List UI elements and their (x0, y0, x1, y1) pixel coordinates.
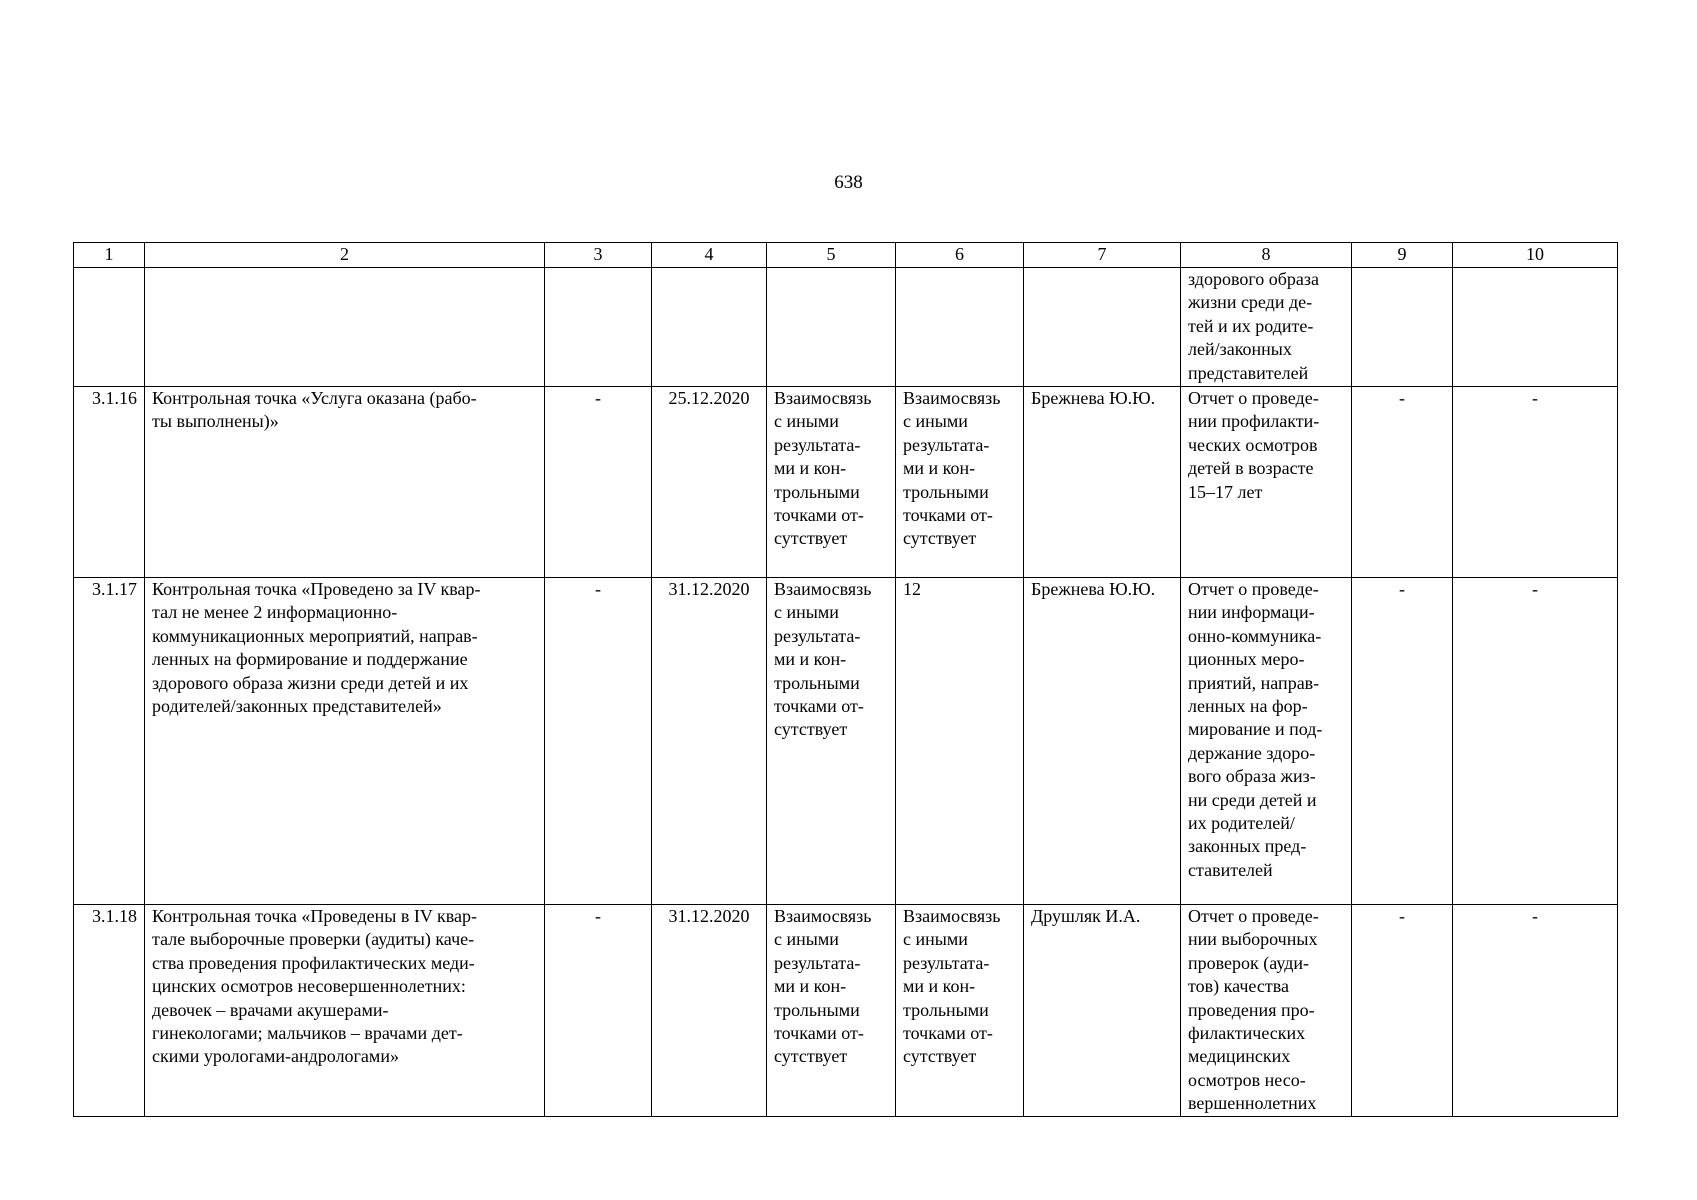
table-row (74, 578, 1618, 905)
col5-text: Взаимосвязь с иными результата- ми и кон- трольными точками от- сутствует (774, 388, 872, 549)
column-header: 1 (74, 243, 145, 268)
page-number: 638 (834, 172, 863, 193)
col6-cell (896, 387, 1024, 578)
responsible-cell: Брежнева Ю.Ю. (1024, 387, 1181, 578)
table-cell (767, 268, 896, 387)
control-points-table (73, 242, 1618, 1117)
column-header: 8 (1181, 243, 1352, 268)
col3-cell: - (545, 905, 652, 1117)
document-cell (1181, 387, 1352, 578)
col6-text: 12 (903, 579, 921, 599)
col9-cell: - (1352, 905, 1453, 1117)
col6-cell (896, 578, 1024, 905)
col3-cell: - (545, 387, 652, 578)
column-header: 2 (145, 243, 545, 268)
table-cell (1181, 268, 1352, 387)
responsible-cell: Брежнева Ю.Ю. (1024, 578, 1181, 905)
column-header: 4 (652, 243, 767, 268)
table-cell (1352, 268, 1453, 387)
table-cell (545, 268, 652, 387)
table-cell (74, 268, 145, 387)
col5-cell (767, 387, 896, 578)
col3-cell: - (545, 578, 652, 905)
row-number-cell: 3.1.18 (74, 905, 145, 1117)
responsible-cell: Друшляк И.А. (1024, 905, 1181, 1117)
document-cell (1181, 578, 1352, 905)
column-header: 3 (545, 243, 652, 268)
column-header: 6 (896, 243, 1024, 268)
col10-cell: - (1453, 578, 1618, 905)
col10-cell: - (1453, 387, 1618, 578)
document-cell (1181, 905, 1352, 1117)
table-header-row (74, 243, 1618, 268)
date-cell: 25.12.2020 (652, 387, 767, 578)
table-cell (652, 268, 767, 387)
name-text: Контрольная точка «Проведены в IV квар- тале выборочные проверки (аудиты) каче- ства проведения профилактических меди- цинских осмотров несовершеннолетних: девочек – врачами акушерами- гинекологами; мальчиков – врачами дет- скими урологами-андрологами» (152, 906, 478, 1067)
column-header: 9 (1352, 243, 1453, 268)
row-number-cell: 3.1.16 (74, 387, 145, 578)
table-cell (145, 268, 545, 387)
col6-text: Взаимосвязь с иными результата- ми и кон- трольными точками от- сутствует (903, 388, 1001, 549)
table-cell (1453, 268, 1618, 387)
document-text: Отчет о проведе- нии профилакти- ческих осмотров детей в возрасте 15–17 лет (1188, 388, 1320, 502)
col9-cell: - (1352, 578, 1453, 905)
date-cell: 31.12.2020 (652, 905, 767, 1117)
col5-cell (767, 578, 896, 905)
table-cell (1024, 268, 1181, 387)
document-cell: здорового образа жизни среди де- тей и их родите- лей/законных представителей (1188, 269, 1320, 383)
column-header: 7 (1024, 243, 1181, 268)
date-cell: 31.12.2020 (652, 578, 767, 905)
name-text: Контрольная точка «Услуга оказана (рабо- ты выполнены)» (152, 388, 477, 432)
col6-cell (896, 905, 1024, 1117)
document-text: Отчет о проведе- нии выборочных проверок (ауди- тов) качества проведения про- филактических медицинских осмотров несо- вершеннолетних (1188, 906, 1319, 1114)
table-row (74, 905, 1618, 1117)
col10-cell: - (1453, 905, 1618, 1117)
col5-text: Взаимосвязь с иными результата- ми и кон- трольными точками от- сутствует (774, 579, 872, 740)
col9-cell: - (1352, 387, 1453, 578)
table-cell (896, 268, 1024, 387)
col5-cell (767, 905, 896, 1117)
name-cell (145, 905, 545, 1117)
name-cell (145, 387, 545, 578)
column-header: 5 (767, 243, 896, 268)
name-text: Контрольная точка «Проведено за IV квар- тал не менее 2 информационно- коммуникационных мероприятий, направ- ленных на формирование и поддержание здорового образа жизни среди детей и их родителей/законных представителей» (152, 579, 481, 717)
column-header: 10 (1453, 243, 1618, 268)
table-row-continuation (74, 268, 1618, 387)
name-cell (145, 578, 545, 905)
col5-text: Взаимосвязь с иными результата- ми и кон- трольными точками от- сутствует (774, 906, 872, 1067)
table-row (74, 387, 1618, 578)
col6-text: Взаимосвязь с иными результата- ми и кон- трольными точками от- сутствует (903, 906, 1001, 1067)
row-number-cell: 3.1.17 (74, 578, 145, 905)
document-text: Отчет о проведе- нии информаци- онно-коммуника- ционных меро- приятий, направ- ленных на фор- мирование и под- держание здоро- вого образа жиз- ни среди детей и их родителей/ законных пред- ставителей (1188, 579, 1323, 880)
